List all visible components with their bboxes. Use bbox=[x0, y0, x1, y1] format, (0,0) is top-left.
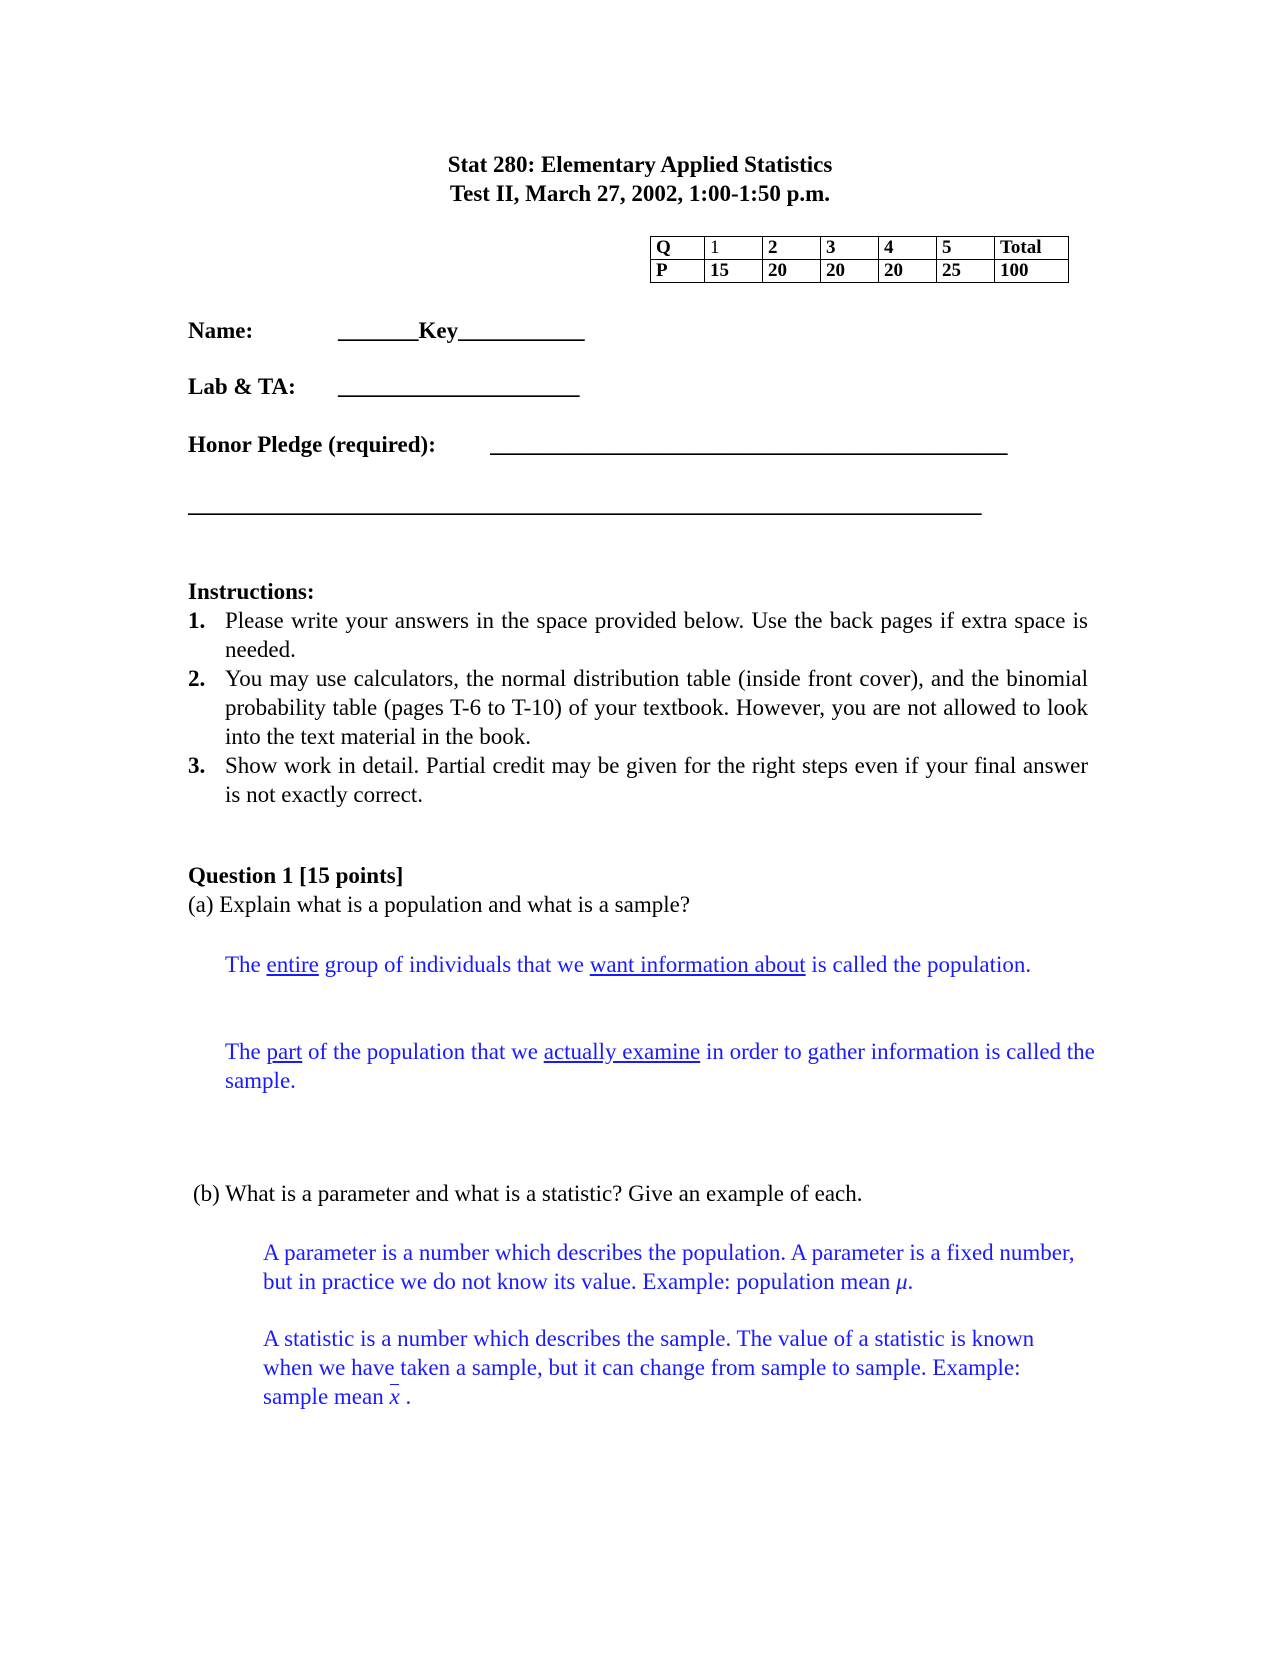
score-table-question-row bbox=[651, 237, 1069, 260]
score-cell: 5 bbox=[937, 237, 995, 260]
score-table-points-row bbox=[651, 260, 1069, 283]
list-item-number: 3. bbox=[188, 753, 206, 778]
instructions-list bbox=[188, 606, 1088, 809]
score-cell: 2 bbox=[763, 237, 821, 260]
honor-pledge-label: Honor Pledge (required): bbox=[188, 432, 436, 457]
lab-ta-field[interactable]: _____________________ bbox=[338, 374, 580, 399]
answer-text: A parameter is a number which describes the population. A parameter is a fixed number, but in practice we do not know its value. Example: population mean bbox=[263, 1240, 1075, 1294]
question-1-title: Question 1 [15 points] bbox=[188, 863, 404, 888]
course-title: Stat 280: Elementary Applied Statistics bbox=[447, 152, 833, 177]
answer-sample bbox=[225, 1037, 1095, 1095]
answer-parameter bbox=[263, 1238, 1083, 1296]
score-cell: 4 bbox=[879, 237, 937, 260]
answer-text: is called the population. bbox=[805, 952, 1032, 977]
honor-pledge-field[interactable]: _____________________________________________ bbox=[490, 432, 1008, 457]
score-cell: 20 bbox=[821, 260, 879, 283]
score-cell: 3 bbox=[821, 237, 879, 260]
answer-emphasis: entire bbox=[266, 952, 319, 977]
answer-text: . bbox=[399, 1384, 412, 1409]
score-cell: 20 bbox=[879, 260, 937, 283]
answer-text: group of individuals that we bbox=[318, 952, 590, 977]
answer-text: of the population that we bbox=[302, 1039, 544, 1064]
answer-text: . bbox=[907, 1269, 914, 1294]
answer-text: in order to gather information is called the sample. bbox=[225, 1039, 1095, 1093]
score-cell: 1 bbox=[705, 237, 763, 260]
answer-emphasis: want information about bbox=[589, 952, 806, 977]
score-cell: 15 bbox=[705, 260, 763, 283]
instructions-title: Instructions: bbox=[188, 579, 315, 604]
score-cell: 20 bbox=[763, 260, 821, 283]
lab-ta-label: Lab & TA: bbox=[188, 374, 296, 399]
answer-emphasis: part bbox=[266, 1039, 303, 1064]
score-table bbox=[650, 236, 1069, 283]
exam-header bbox=[0, 150, 1280, 208]
x-bar-symbol: x bbox=[389, 1384, 400, 1409]
instructions bbox=[188, 577, 1088, 809]
list-item-text: Show work in detail. Partial credit may be given for the right steps even if your final answer is not exactly correct. bbox=[225, 753, 1088, 807]
answer-text: The bbox=[225, 1039, 267, 1064]
test-date: Test II, March 27, 2002, 1:00-1:50 p.m. bbox=[449, 181, 831, 206]
list-item-number: 2. bbox=[188, 666, 206, 691]
score-cell: Q bbox=[651, 237, 705, 260]
answer-text: The bbox=[225, 952, 267, 977]
answer-text: A statistic is a number which describes the sample. The value of a statistic is known when we have taken a sample, but it can change from sample to sample. Example: sample mean bbox=[263, 1326, 1035, 1409]
list-item-text: Please write your answers in the space provided below. Use the back pages if extra space is needed. bbox=[225, 608, 1088, 662]
score-cell: P bbox=[651, 260, 705, 283]
honor-pledge-continuation-line[interactable]: _____________________________________________________________________ bbox=[188, 492, 982, 517]
score-cell: Total bbox=[995, 237, 1069, 260]
list-item bbox=[188, 664, 1088, 751]
name-label: Name: bbox=[188, 318, 254, 343]
answer-statistic bbox=[263, 1324, 1083, 1411]
list-item-text: You may use calculators, the normal distribution table (inside front cover), and the binomial probability table (pages T-6 to T-10) of your textbook. However, you are not allowed to look into the text material in the book. bbox=[225, 666, 1088, 749]
answer-emphasis: actually examine bbox=[543, 1039, 701, 1064]
list-item bbox=[188, 751, 1088, 809]
score-cell: 25 bbox=[937, 260, 995, 283]
list-item bbox=[188, 606, 1088, 664]
question-1a-prompt: (a) Explain what is a population and what is a sample? bbox=[188, 892, 691, 917]
list-item-number: 1. bbox=[188, 608, 206, 633]
answer-population bbox=[225, 950, 1045, 979]
question-1b-prompt: (b) What is a parameter and what is a statistic? Give an example of each. bbox=[193, 1181, 863, 1206]
name-field[interactable]: _______Key___________ bbox=[338, 318, 585, 343]
mu-symbol: μ bbox=[895, 1269, 908, 1294]
score-cell: 100 bbox=[995, 260, 1069, 283]
